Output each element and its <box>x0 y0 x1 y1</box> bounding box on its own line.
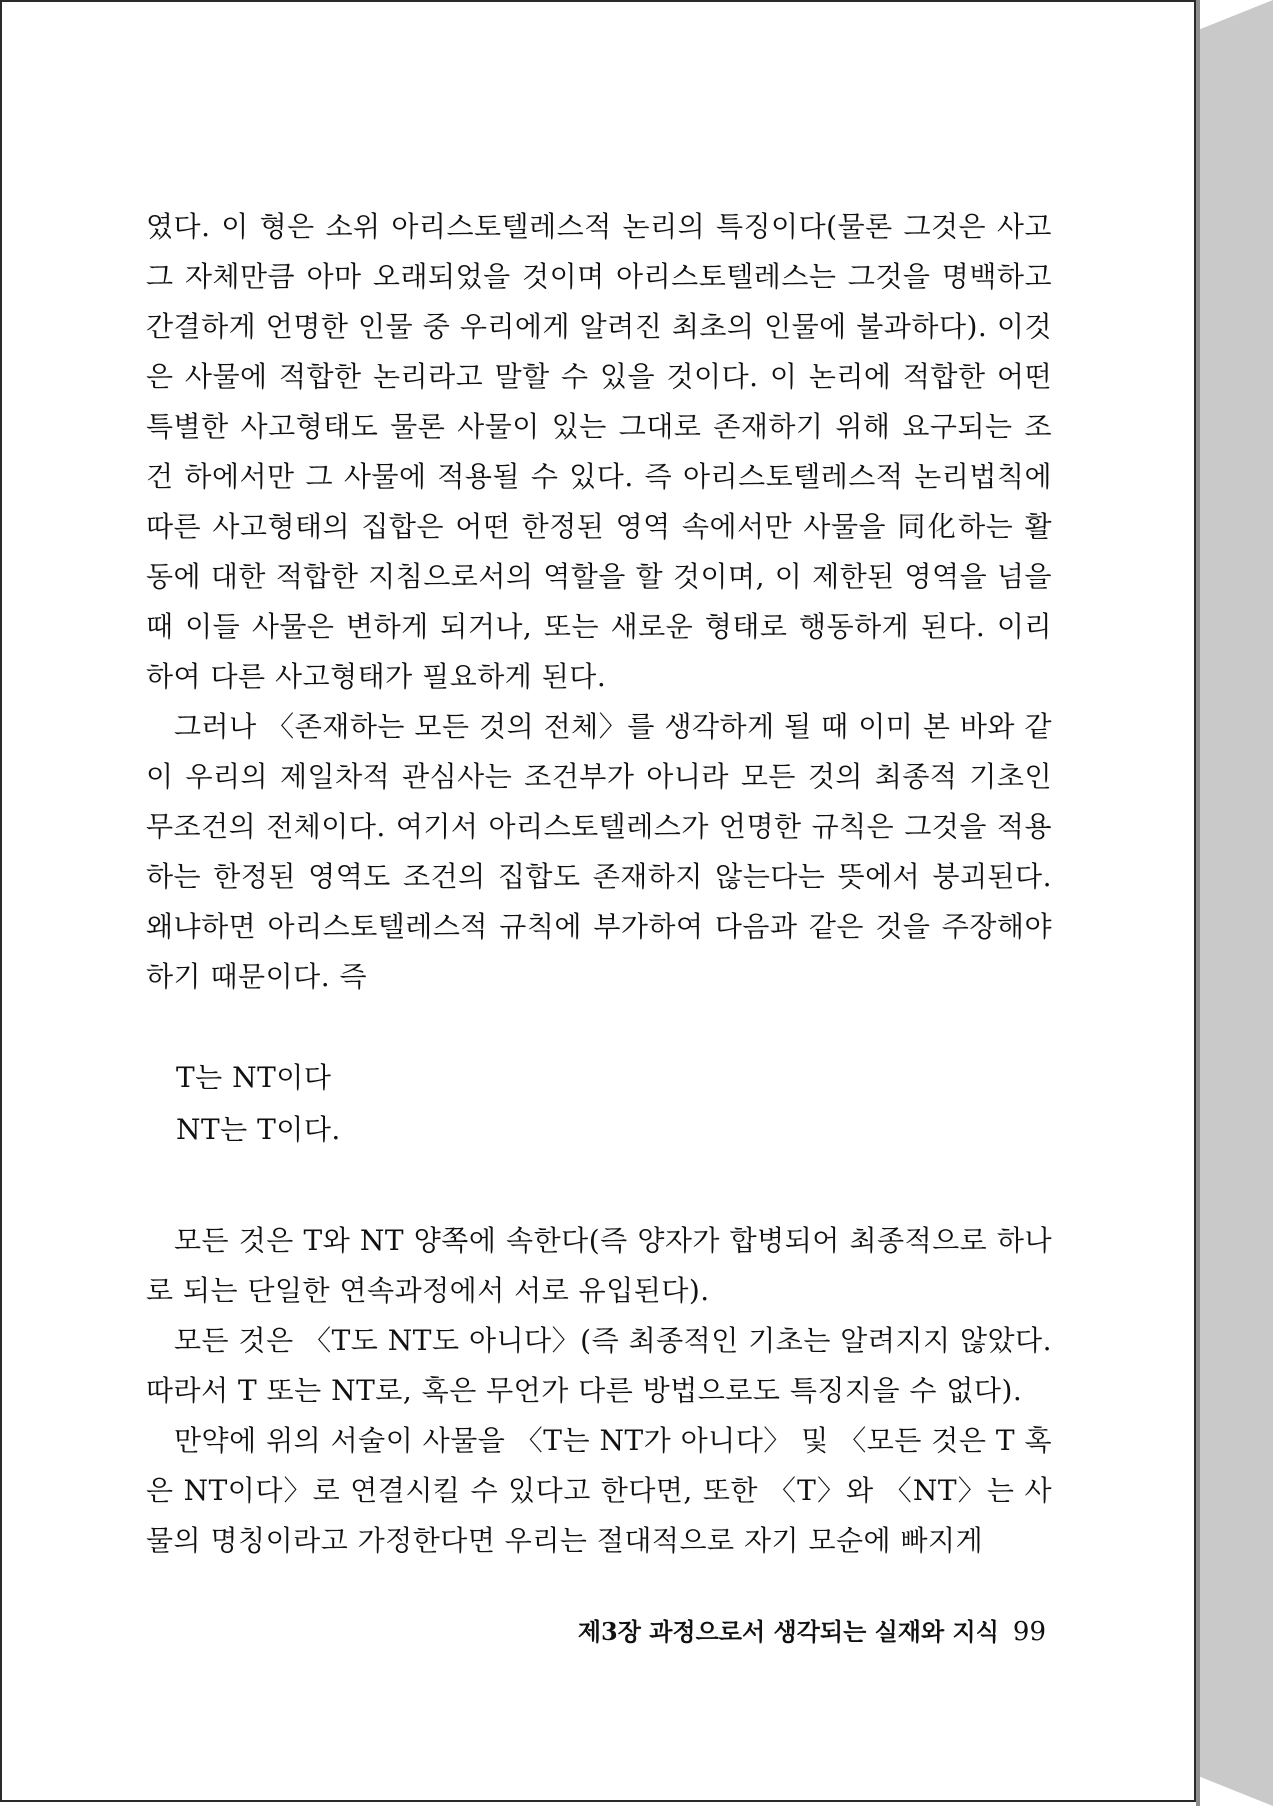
formula-block <box>146 1052 1052 1156</box>
page-footer <box>2 1612 1046 1647</box>
paragraph-5: 만약에 위의 서술이 사물을 〈T는 NT가 아니다〉 및 〈모든 것은 T 혹은 NT이다〉로 연결시킬 수 있다고 한다면, 또한 〈T〉와 〈NT〉는 사물의 명칭이라고 가정한다면 우리는 절대적으로 자기 모순에 빠지게 <box>146 1424 1052 1557</box>
formula-line-2: NT는 T이다. <box>176 1113 341 1146</box>
book-side-panel <box>1198 0 1273 1806</box>
formula-line-1: T는 NT이다 <box>176 1061 332 1094</box>
book-side-bottom-bevel <box>1198 1776 1273 1806</box>
paragraph-3: 모든 것은 T와 NT 양쪽에 속한다(즉 양자가 합병되어 최종적으로 하나로 되는 단일한 연속과정에서 서로 유입된다). <box>146 1224 1052 1307</box>
page-number: 99 <box>1012 1617 1046 1647</box>
book-side-top-bevel <box>1198 0 1273 30</box>
paragraph-2: 그러나 〈존재하는 모든 것의 전체〉를 생각하게 될 때 이미 본 바와 같이 우리의 제일차적 관심사는 조건부가 아니라 모든 것의 최종적 기초인 무조건의 전체이다. 여기서 아리스토텔레스가 언명한 규칙은 그것을 적용하는 한정된 영역도 조건의 집합도 존재하지 않는다는 뜻에서 붕괴된다. 왜냐하면 아리스토텔레스적 규칙에 부가하여 다음과 같은 것을 주장해야 하기 때문이다. 즉 <box>146 710 1052 993</box>
page-body <box>146 202 1052 1566</box>
book-side-edge <box>1196 0 1200 1806</box>
paragraph-1: 였다. 이 형은 소위 아리스토텔레스적 논리의 특징이다(물론 그것은 사고 그 자체만큼 아마 오래되었을 것이며 아리스토텔레스는 그것을 명백하고 간결하게 언명한 인물 중 우리에게 알려진 최초의 인물에 불과하다). 이것은 사물에 적합한 논리라고 말할 수 있을 것이다. 이 논리에 적합한 어떤 특별한 사고형태도 물론 사물이 있는 그대로 존재하기 위해 요구되는 조건 하에서만 그 사물에 적용될 수 있다. 즉 아리스토텔레스적 논리법칙에 따른 사고형태의 집합은 어떤 한정된 영역 속에서만 사물을 同化하는 활동에 대한 적합한 지침으로서의 역할을 할 것이며, 이 제한된 영역을 넘을 때 이들 사물은 변하게 되거나, 또는 새로운 형태로 행동하게 된다. 이리하여 다른 사고형태가 필요하게 된다. <box>146 210 1052 693</box>
paragraph-4: 모든 것은 〈T도 NT도 아니다〉(즉 최종적인 기초는 알려지지 않았다. 따라서 T 또는 NT로, 혹은 무언가 다른 방법으로도 특징지을 수 없다). <box>146 1324 1052 1407</box>
running-chapter-title: 제3장 과정으로서 생각되는 실재와 지식 <box>577 1617 999 1646</box>
